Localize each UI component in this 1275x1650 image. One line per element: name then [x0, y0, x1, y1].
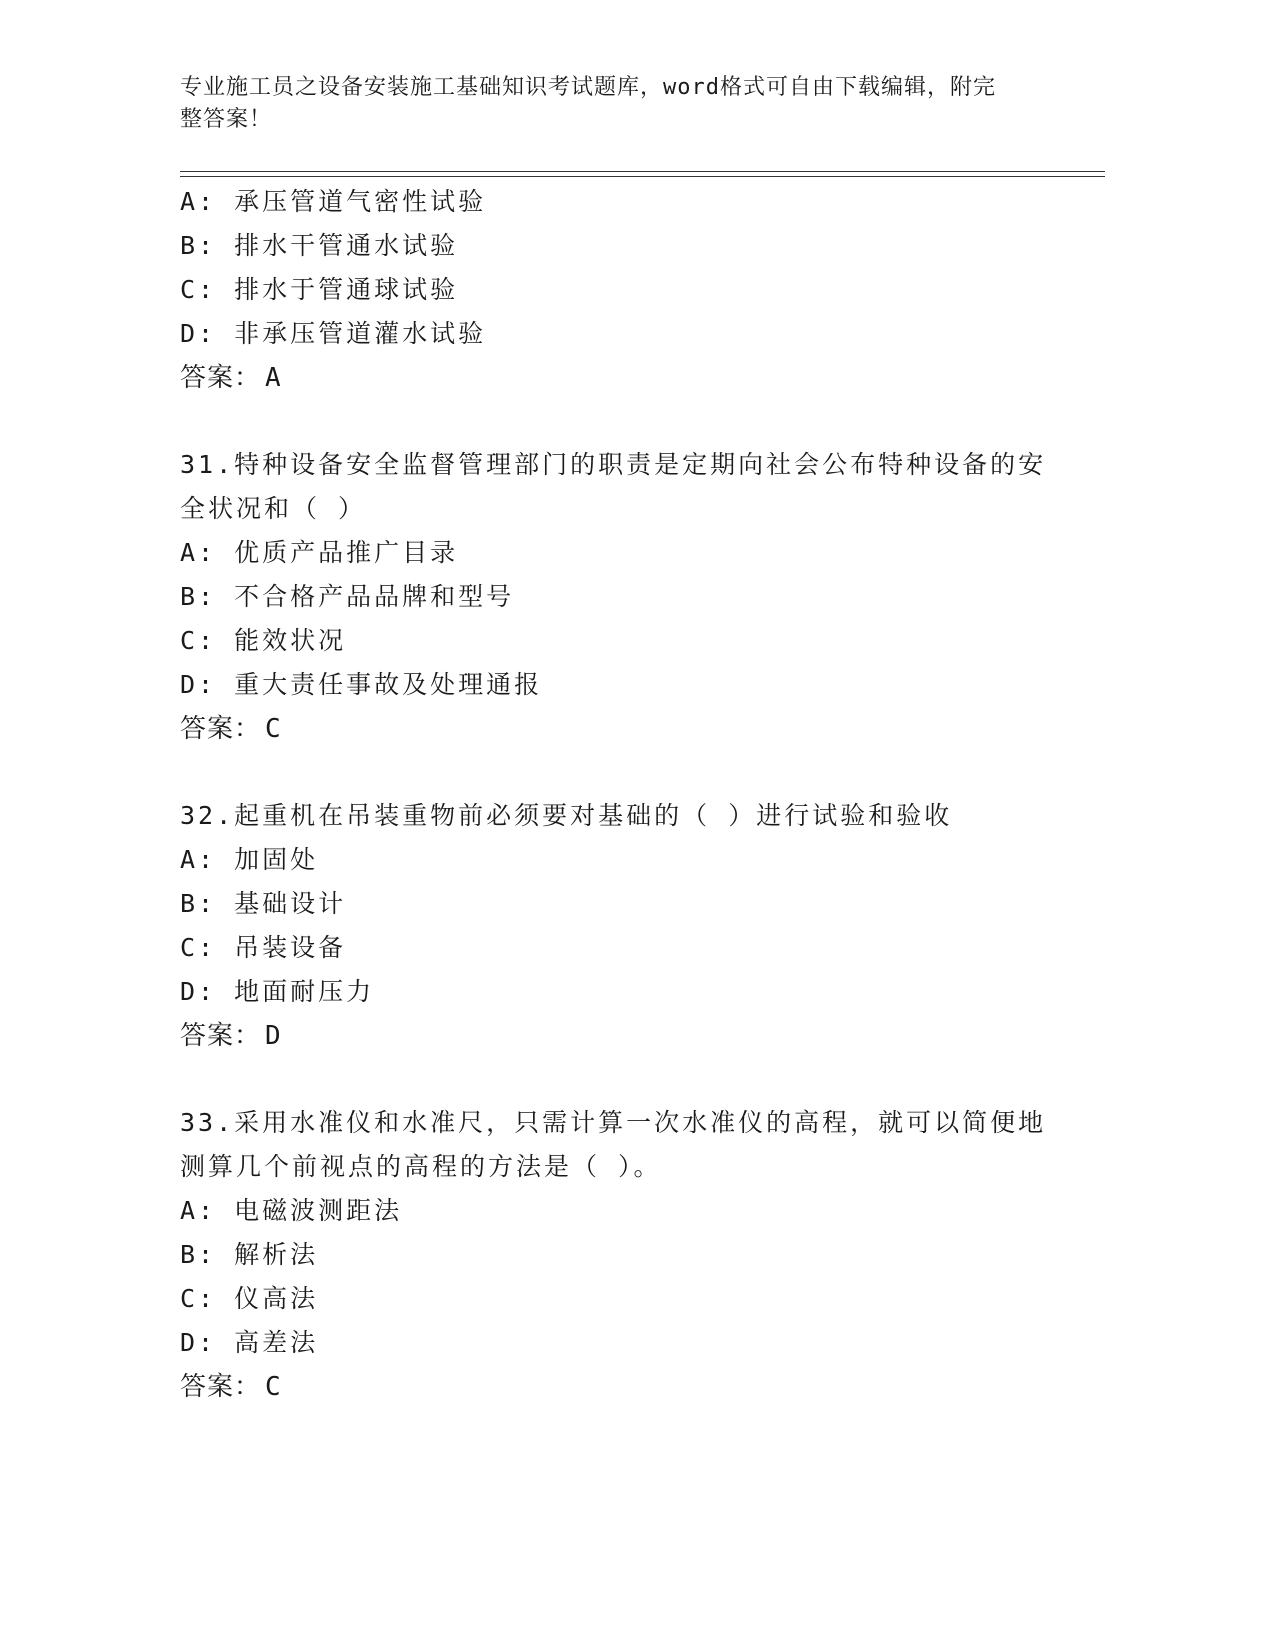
option-b: B: 解析法 [180, 1240, 319, 1269]
option-d: D: 地面耐压力 [180, 977, 375, 1006]
answer-label: 答案： [180, 363, 262, 393]
option-d: D: 非承压管道灌水试验 [180, 319, 487, 348]
question-text: 33.采用水准仪和水准尺，只需计算一次水准仪的高程，就可以简便地 [180, 1108, 1047, 1137]
question-block [180, 794, 1080, 1058]
question-text: 全状况和（ ） [180, 494, 367, 523]
question-block [180, 1101, 1080, 1409]
question-block [180, 180, 1080, 400]
question-text: 测算几个前视点的高程的方法是（ ）。 [180, 1152, 662, 1181]
answer-label: 答案： [180, 1372, 262, 1402]
question-text: 32.起重机在吊装重物前必须要对基础的（ ）进行试验和验收 [180, 801, 953, 830]
option-c: C: 仪高法 [180, 1284, 319, 1313]
option-a: A: 加固处 [180, 845, 319, 874]
header-rule-bottom [180, 176, 1105, 177]
option-a: A: 承压管道气密性试验 [180, 187, 487, 216]
answer-line [180, 1365, 1080, 1409]
document-header: 专业施工员之设备安装施工基础知识考试题库，word格式可自由下载编辑，附完 整答案！ [180, 75, 996, 132]
answer-line [180, 1014, 1080, 1058]
header-rule-top [180, 171, 1105, 172]
answer-value: C [265, 1372, 282, 1402]
option-a: A: 电磁波测距法 [180, 1196, 403, 1225]
answer-label: 答案： [180, 1021, 262, 1051]
answer-value: D [265, 1021, 282, 1051]
option-c: C: 吊装设备 [180, 933, 347, 962]
answer-value: A [265, 363, 282, 393]
answer-line [180, 356, 1080, 400]
question-text: 31.特种设备安全监督管理部门的职责是定期向社会公布特种设备的安 [180, 450, 1047, 479]
option-a: A: 优质产品推广目录 [180, 538, 459, 567]
option-b: B: 不合格产品品牌和型号 [180, 582, 515, 611]
option-d: D: 高差法 [180, 1328, 319, 1357]
option-c: C: 能效状况 [180, 626, 347, 655]
block-spacer [180, 400, 1080, 443]
option-b: B: 基础设计 [180, 889, 347, 918]
question-block [180, 443, 1080, 751]
block-spacer [180, 1058, 1080, 1101]
question-list [180, 180, 1080, 1409]
option-c: C: 排水于管通球试验 [180, 275, 459, 304]
answer-value: C [265, 714, 282, 744]
option-b: B: 排水干管通水试验 [180, 231, 459, 260]
option-d: D: 重大责任事故及处理通报 [180, 670, 543, 699]
answer-label: 答案： [180, 714, 262, 744]
answer-line [180, 707, 1080, 751]
block-spacer [180, 751, 1080, 794]
